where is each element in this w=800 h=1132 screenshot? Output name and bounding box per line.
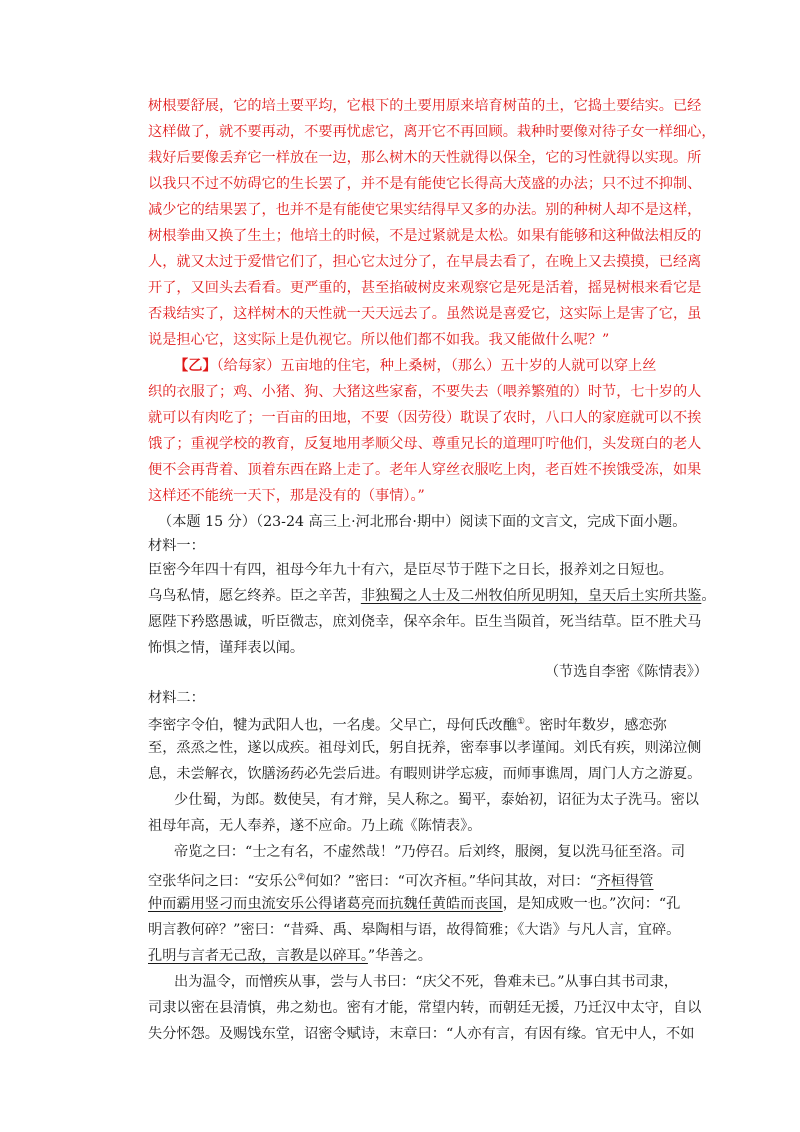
text-line: 至，烝烝之性，遂以成疾。祖母刘氏，躬自抚养，密奉事以孝谨闻。刘氏有疾，则涕泣侧 — [148, 740, 702, 756]
text-line: 开了，又回头去看看。更严重的，甚至掐破树皮来观察它是死是活着，摇晃树根来看它是 — [148, 280, 702, 296]
text-span: ”华善之。 — [367, 948, 432, 964]
text-line — [148, 894, 680, 914]
text-line: 人，就又太过于爱惜它们了，担心它太过分了，在早晨去看了，在晚上又去摸摸，已经离 — [148, 254, 702, 270]
text-line: 织的衣服了；鸡、小猪、狗、大猪这些家畜，不要失去（喂养繁殖的）时节，七十岁的人 — [148, 384, 702, 400]
text-line: 出为温令，而憎疾从事，尝与人书曰：“庆父不死，鲁难未已。”从事白其书司隶， — [174, 974, 678, 990]
text-line: 失分怀怨。及赐饯东堂，诏密令赋诗，末章曰：“人亦有言，有因有缘。官无中人，不如 — [148, 1026, 695, 1042]
text-line: 饿了；重视学校的教育，反复地用孝顺父母、尊重兄长的道理叮咛他们，头发斑白的老人 — [148, 436, 702, 452]
text-line: 少仕蜀，为郎。数使吴，有才辩，吴人称之。蜀平，泰始初，诏征为太子洗马。密以 — [174, 792, 699, 808]
text-line: 栽好后要像丢弃它一样放在一边，那么树木的天性就得以保全，它的习性就得以实现。所 — [148, 150, 702, 166]
text-line — [148, 712, 667, 736]
text-line: 便不会再背着、顶着东西在路上走了。老年人穿丝衣服吃上肉，老百姓不挨饿受冻，如果 — [148, 462, 702, 478]
text-line: 这样还不能统一天下，那是没有的（事情）。” — [148, 488, 425, 504]
text-span: ，是知成败一也。”次问：“孔 — [502, 896, 681, 912]
text-line: 说是担心它，这实际上是仇视它。所以他们都不如我。我又能做什么呢？” — [148, 332, 610, 348]
underlined-sentence: 孔明与言者无己敌，言教是以碎耳。 — [148, 948, 368, 964]
text-span: 。 — [701, 588, 716, 604]
text-line: 帝览之曰：“士之有名，不虚然哉！”乃停召。后刘终，服阕，复以洗马征至洛。司 — [174, 844, 686, 860]
text-line: 就可以有肉吃了；一百亩的田地，不要（因劳役）耽误了农时，八口人的家庭就可以不挨 — [148, 410, 702, 426]
text-line: 以我只不过不妨碍它的生长罢了，并不是有能使它长得高大茂盛的办法；只不过不抑制、 — [148, 176, 702, 192]
text-line: 减少它的结果罢了，也并不是有能使它果实结得早又多的办法。别的种树人却不是这样， — [148, 202, 702, 218]
question-header: （本题 15 分）（23-24 高三上·河北邢台·期中）阅读下面的文言文，完成下面小题。 — [158, 514, 687, 530]
text-line: 愿陛下矜愍愚诚，听臣微志，庶刘侥幸，保卒余年。臣生当陨首，死当结草。臣不胜犬马 — [148, 614, 702, 630]
text-line — [148, 946, 432, 966]
text-line: 树根要舒展，它的培土要平均，它根下的土要用原来培育树苗的土，它捣土要结实。已经 — [148, 98, 702, 114]
material-one-title: 材料一： — [148, 538, 205, 554]
text-span: 李密字令伯，犍为武阳人也，一名虔。父早亡，母何氏改醮 — [148, 717, 517, 734]
text-span: 乌鸟私情，愿乞终养。臣之辛苦， — [148, 588, 361, 604]
passage-b-first-line: （给每家）五亩地的住宅，种上桑树，（那么）五十岁的人就可以穿上丝 — [216, 358, 657, 374]
text-line: 这样做了，就不要再动，不要再忧虑它，离开它不再回顾。栽种时要像对待子女一样细心， — [148, 124, 716, 140]
text-line: 明言教何碎？”密曰：“昔舜、禹、皋陶相与语，故得简雅；《大诰》与凡人言，宜碎。 — [148, 922, 681, 938]
underlined-sentence: 非独蜀之人士及二州牧伯所见明知，皇天后土实所共鉴 — [360, 588, 702, 604]
text-line: 祖母年高，无人奉养，遂不应命。乃上疏《陈情表》。 — [148, 818, 482, 834]
text-line — [174, 356, 656, 376]
text-span: 。密时年数岁，感恋弥 — [524, 717, 667, 734]
footnote-marker: ① — [516, 717, 525, 727]
underlined-sentence: 齐桓得管 — [596, 873, 654, 890]
material-two-title: 材料二： — [148, 690, 205, 706]
text-line — [148, 868, 653, 892]
text-line — [148, 586, 716, 606]
text-line: 臣密今年四十有四，祖母今年九十有六，是臣尽节于陛下之日长，报养刘之日短也。 — [148, 562, 673, 578]
text-line: 怖惧之情，谨拜表以闻。 — [148, 640, 305, 656]
text-line: 司隶以密在县清慎，弗之劾也。密有才能，常望内转，而朝廷无援，乃迁汉中太守，自以 — [148, 1000, 702, 1016]
passage-b-label: 【乙】 — [174, 358, 217, 374]
text-span: 何如？”密曰：“可次齐桓。”华问其故，对曰：“ — [305, 873, 597, 890]
material-one-source: （节选自李密《陈情表》） — [544, 664, 708, 680]
underlined-sentence: 仲而霸用竖刁而虫流安乐公得诸葛亮而抗魏任黄皓而丧国 — [148, 896, 503, 912]
text-line: 息，未尝解衣，饮膳汤药必先尝后进。有暇则讲学忘疲，而师事谯周，周门人方之游夏。 — [148, 766, 702, 782]
text-span: 空张华问之曰：“安乐公 — [148, 873, 298, 890]
text-line: 否栽结实了，这样树木的天性就一天天远去了。虽然说是喜爱它，这实际上是害了它，虽 — [148, 306, 702, 322]
footnote-marker: ② — [297, 873, 306, 883]
text-line: 树根拳曲又换了生土；他培土的时候，不是过紧就是太松。如果有能够和这种做法相反的 — [148, 228, 702, 244]
